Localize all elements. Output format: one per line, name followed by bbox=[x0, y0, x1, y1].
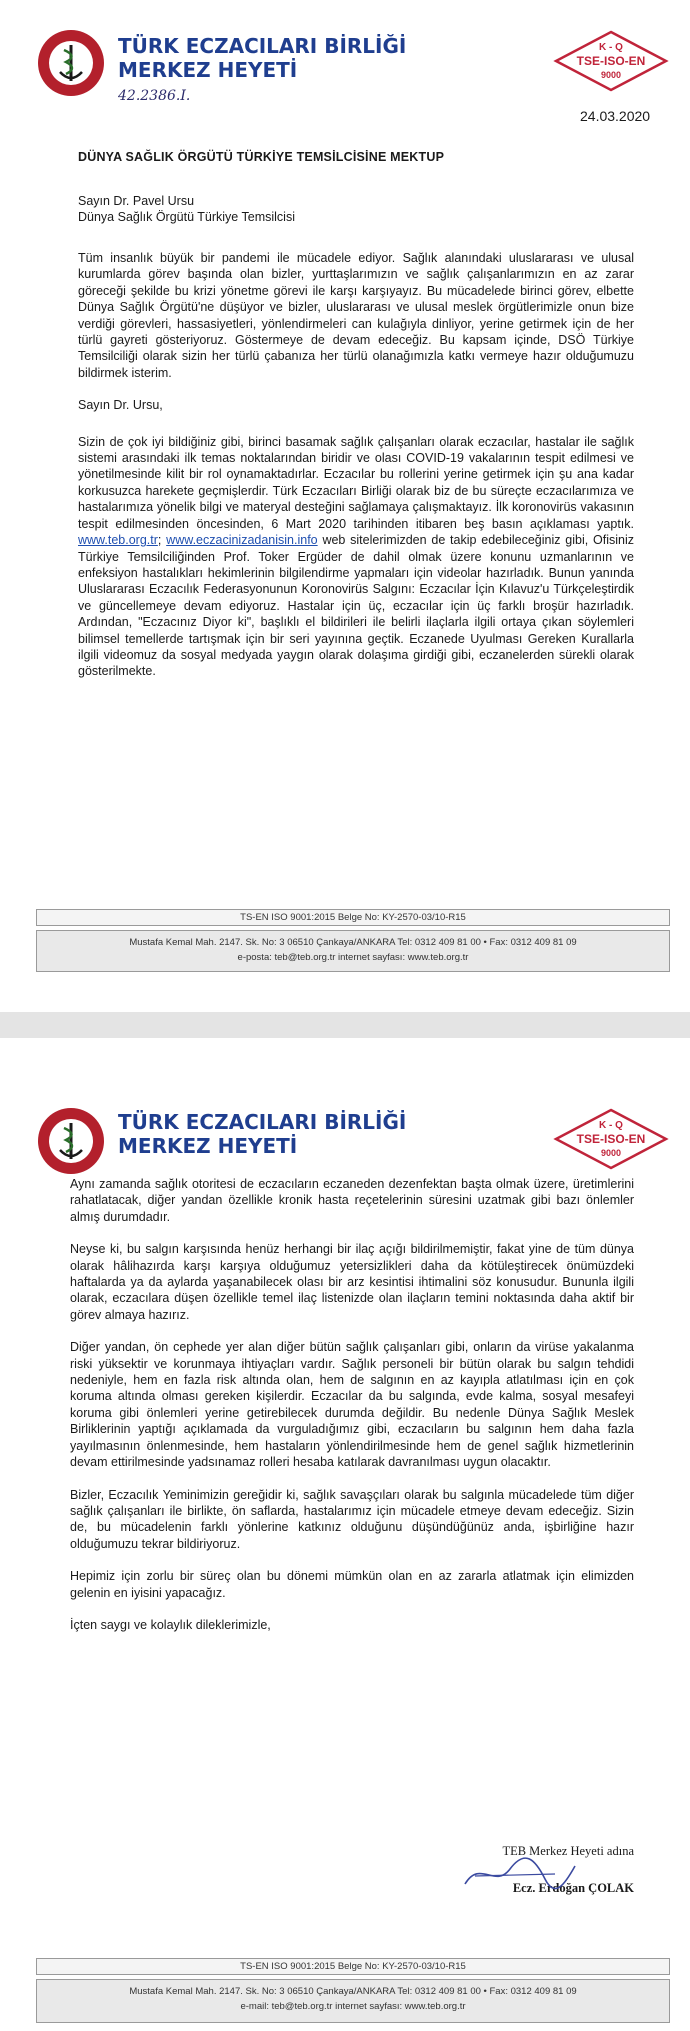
seal-mid-text: TSE-ISO-EN bbox=[576, 54, 646, 68]
address-box bbox=[36, 1979, 670, 2023]
paragraph-2-text-a: Sizin de çok iyi bildiğiniz gibi, birinci basamak sağlık çalışanları olarak eczacılar, hastalar ile sağlık sistemi arasındaki ilk temas noktalarından biridir ve olası COVID-19 vakalarının tespit edilmesi ve yönetilmesinde kilit bir rol oynamaktadırlar. Eczacılar bu rollerini yerine getirmek için şu ana kadar korkusuzca harekete geçmişlerdir. Türk Eczacıları Birliği olarak biz de bu süreçte eczacılarımıza ve hastalarımıza yönelik bilgi ve materyal desteğini sağlamaya çalışmaktayız. İlk koronovirüs vakasının tespit edilmesinden öncesinden, 6 Mart 2020 tarihinden itibaren beş basın açıklaması yaptık. bbox=[78, 434, 634, 531]
salutation: Sayın Dr. Ursu, bbox=[78, 398, 163, 413]
contact-line: e-posta: teb@teb.org.tr internet sayfası: www.teb.org.tr bbox=[237, 952, 469, 963]
org-name-line1: TÜRK ECZACILARI BİRLİĞİ bbox=[118, 34, 407, 58]
letter-page-1 bbox=[0, 0, 690, 1012]
body-page1 bbox=[78, 250, 634, 696]
contact-line: e-mail: teb@teb.org.tr internet sayfası: www.teb.org.tr bbox=[240, 2001, 466, 2012]
recipient-title: Dünya Sağlık Örgütü Türkiye Temsilcisi bbox=[78, 210, 295, 225]
page-separator bbox=[0, 1012, 690, 1038]
address-line: Mustafa Kemal Mah. 2147. Sk. No: 3 06510 Çankaya/ANKARA Tel: 0312 409 81 00 • Fax: 0312 409 81 09 bbox=[129, 937, 577, 948]
signature-line2: Ecz. Erdoğan ÇOLAK bbox=[512, 1881, 634, 1895]
tse-iso-seal bbox=[552, 30, 670, 92]
signature-block bbox=[400, 1844, 634, 1896]
reference-number: 42.2386.I. bbox=[118, 88, 191, 104]
paragraph-6: Bizler, Eczacılık Yeminimizin gereğidir ki, sağlık savaşçıları olarak bu salgınla mücadelede tüm diğer sağlık çalışanları ile birlikte, ön saflarda, hastalarımız için mücadele etmeye devam edeceğiz. Sizin de, bu mücadelenin farklı yönlerine katkınız olduğunu düşündüğünüz anda, işbirliğine hazır olduğumuzu tekrar bildiriyoruz. bbox=[70, 1487, 634, 1551]
teb-logo bbox=[36, 1106, 106, 1176]
link-eczacinizadanisin[interactable]: www.eczacinizadanisin.info bbox=[166, 533, 318, 548]
paragraph-2 bbox=[78, 434, 634, 680]
letter-date: 24.03.2020 bbox=[580, 108, 651, 124]
certificate-bar: TS-EN ISO 9001:2015 Belge No: KY-2570-03/10-R15 bbox=[36, 1958, 670, 1975]
org-name-line1: TÜRK ECZACILARI BİRLİĞİ bbox=[118, 1110, 407, 1134]
paragraph-1: Tüm insanlık büyük bir pandemi ile mücadele ediyor. Sağlık alanındaki uluslararası ve ulusal kurumlarda görev başında olan bizler, yurttaşlarımızın ve sağlık çalışanlarımızın en az zarar göreceği şekilde bu krizi yönetme görevi ile karşı karşıyayız. Bu mücadelede birinci görev, elbette Dünya Sağlık Örgütü'ne düşüyor ve bizler, uluslararası ve ulusal meslek örgütlerimizle onun bize verdiği görevleri, hassasiyetleri, yönlendirmeleri can kulağıyla dinliyor, yerine getirmek için de her türlü gayreti gösteriyoruz. Göstermeye de devam edeceğiz. Bu kapsam içinde, DSÖ Türkiye Temsilciliği olarak sizin her türlü çabanıza her türlü olanağımızla katkı vermeye hazır olduğumuzu bildirmek isterim. bbox=[78, 251, 634, 380]
org-name-line2: MERKEZ HEYETİ bbox=[118, 58, 298, 82]
address-box bbox=[36, 930, 670, 972]
letter-title: DÜNYA SAĞLIK ÖRGÜTÜ TÜRKİYE TEMSİLCİSİNE MEKTUP bbox=[78, 150, 445, 164]
seal-bot-text: 9000 bbox=[600, 70, 622, 80]
tse-iso-seal bbox=[552, 1108, 670, 1170]
seal-mid-text: TSE-ISO-EN bbox=[576, 1132, 646, 1146]
seal-top-text: K - Q bbox=[599, 1120, 623, 1131]
paragraph-5: Diğer yandan, ön cephede yer alan diğer bütün sağlık çalışanları gibi, onların da virüse yakalanma riski yüksektir ve korunmaya ihtiyaçları vardır. Sağlık personeli bir bütün olarak bu salgın tehdidi nedeniyle, hem en fazla risk altında olan, hem de salgının en az kayıpla atlatılması için en çok koruma altında olması gereken kişilerdir. Eczacılar da bu salgında, evde kalma, sosyal mesafeyi koruma gibi önlemleri yerine getirebilecek durumda değildir. Bu nedenle Dünya Sağlık Meslek Birliklerinin yaptığı açıklamada da vurguladığımız gibi, eczacıların bu salgının hem daha fazla yayılmasının önlenmesinde, hem hastaların yönlendirilmesinde hem de genel sağlık hizmetlerinin devam ettirilmesinde yadsınamaz rolleri hesaba katılarak davranılması uygun olacaktır. bbox=[70, 1340, 634, 1470]
teb-logo bbox=[36, 28, 106, 98]
recipient-name: Sayın Dr. Pavel Ursu bbox=[78, 194, 195, 208]
letter-page-2 bbox=[0, 1038, 690, 2031]
paragraph-2-text-b: web sitelerimizden de takip edebileceğiniz gibi, Ofisiniz Türkiye Temsilciliğinden Prof. Toker Ergüder de dahil olmak üzere konunu uzmanlarının ve enfeksiyon hastalıkları hekimlerinin bilgilendirme yapmaları için videolar hazırladık. Bunun yanında Uluslararası Eczacılık Federasyonunun Koronovirüs Salgını: Eczacılar İçin Kılavuz'u Türkçeleştirdik ve güncellemeye devam ediyoruz. Hastalar için üç, eczacılar için üç farklı broşür hazırladık. Ardından, "Eczacınız Diyor ki", başlıklı el bildirileri ile belirli ilaçlarla ilgili ortaya çıkan söylemleri bilimsel temellerde tartışmak için bir seri yayınına geçtik. Eczanede Uyulması Gereken Kurallarla ilgili videomuz da sosyal medyada yaygın olarak dolaşıma girdiği gibi, eczanelerden sürekli olarak gösterilmekte. bbox=[78, 533, 634, 679]
address-line: Mustafa Kemal Mah. 2147. Sk. No: 3 06510 Çankaya/ANKARA Tel: 0312 409 81 00 • Fax: 0312 409 81 09 bbox=[129, 1986, 577, 1997]
paragraph-3: Aynı zamanda sağlık otoritesi de eczacıların eczaneden dezenfektan başta olmak üzere, üretimlerini rahatlatacak, diğer yandan özellikle kronik hasta reçetelerinin süresini uzatmak gibi bazı önlemler almış durumdadır. bbox=[70, 1177, 634, 1224]
paragraph-7: Hepimiz için zorlu bir süreç olan bu dönemi mümkün olan en az zararla atlatmak için elimizden gelenin en iyisini yapacağız. bbox=[70, 1569, 634, 1600]
seal-bot-text: 9000 bbox=[600, 1148, 622, 1158]
signature-line1: TEB Merkez Heyeti adına bbox=[502, 1844, 634, 1858]
handwritten-signature bbox=[460, 1854, 580, 1894]
closing-line: İçten saygı ve kolaylık dileklerimizle, bbox=[70, 1617, 271, 1632]
body-page2 bbox=[70, 1176, 634, 1649]
certificate-bar: TS-EN ISO 9001:2015 Belge No: KY-2570-03/10-R15 bbox=[36, 909, 670, 926]
seal-top-text: K - Q bbox=[599, 42, 623, 53]
link-teb[interactable]: www.teb.org.tr bbox=[78, 533, 158, 548]
paragraph-4: Neyse ki, bu salgın karşısında henüz herhangi bir ilaç açığı bildirilmemiştir, fakat yine de tüm dünya olarak hâlihazırda karşı karşıya olduğumuz yetersizlikleri daha da kötüleştirecek önümüzdeki haftalarda ya da aylarda yaşanabilecek olası bir arz kesintisi ihtimalini söz konusudur. Bununla ilgili olarak, eczacılara düşen özellikle temel ilaç listenizde olan ilaçların temini noktasında daha aktif bir görev almaya hazırız. bbox=[70, 1242, 634, 1322]
recipient-block bbox=[78, 193, 638, 226]
org-name-line2: MERKEZ HEYETİ bbox=[118, 1134, 298, 1158]
link-separator: ; bbox=[157, 533, 162, 548]
